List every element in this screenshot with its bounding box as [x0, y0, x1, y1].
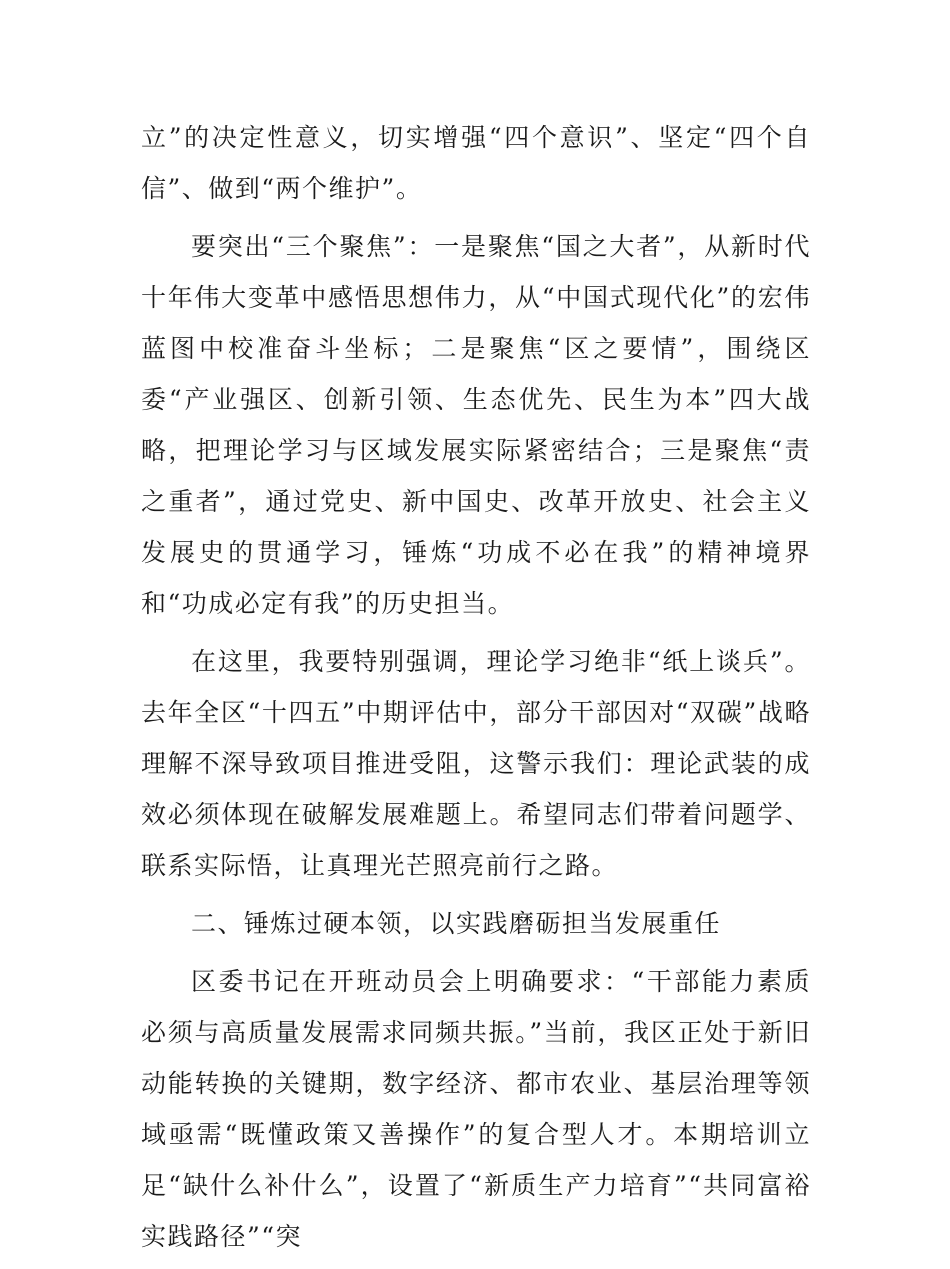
paragraph-2: 要突出“三个聚焦”：一是聚焦“国之大者”，从新时代十年伟大变革中感悟思想伟力，从“中国式现代化”的宏伟蓝图中校准奋斗坐标；二是聚焦“区之要情”，围绕区委“产业强区、创新引领、生态优先、民生为本”四大战略，把理论学习与区域发展实际紧密结合；三是聚焦“责之重者”，通过党史、新中国史、改革开放史、社会主义发展史的贯通学习，锤炼“功成不必在我”的精神境界和“功成必定有我”的历史担当。 [141, 232, 811, 618]
section-heading: 二、锤炼过硬本领，以实践磨砺担当发展重任 [191, 909, 722, 938]
paragraph-3: 在这里，我要特别强调，理论学习绝非“纸上谈兵”。去年全区“十四五”中期评估中，部分干部因对“双碳”战略理解不深导致项目推进受阻，这警示我们：理论武装的成效必须体现在破解发展难题上。希望同志们带着问题学、联系实际悟，让真理光芒照亮前行之路。 [141, 647, 811, 880]
paragraph-4: 区委书记在开班动员会上明确要求：“干部能力素质必须与高质量发展需求同频共振。”当前，我区正处于新旧动能转换的关键期，数字经济、都市农业、基层治理等领域亟需“既懂政策又善操作”的复合型人才。本期培训立足“缺什么补什么”，设置了“新质生产力培育”“共同富裕实践路径”“突 [141, 967, 811, 1251]
document-body [141, 112, 811, 1269]
paragraph-1: 立”的决定性意义，切实增强“四个意识”、坚定“四个自信”、做到“两个维护”。 [141, 123, 812, 203]
